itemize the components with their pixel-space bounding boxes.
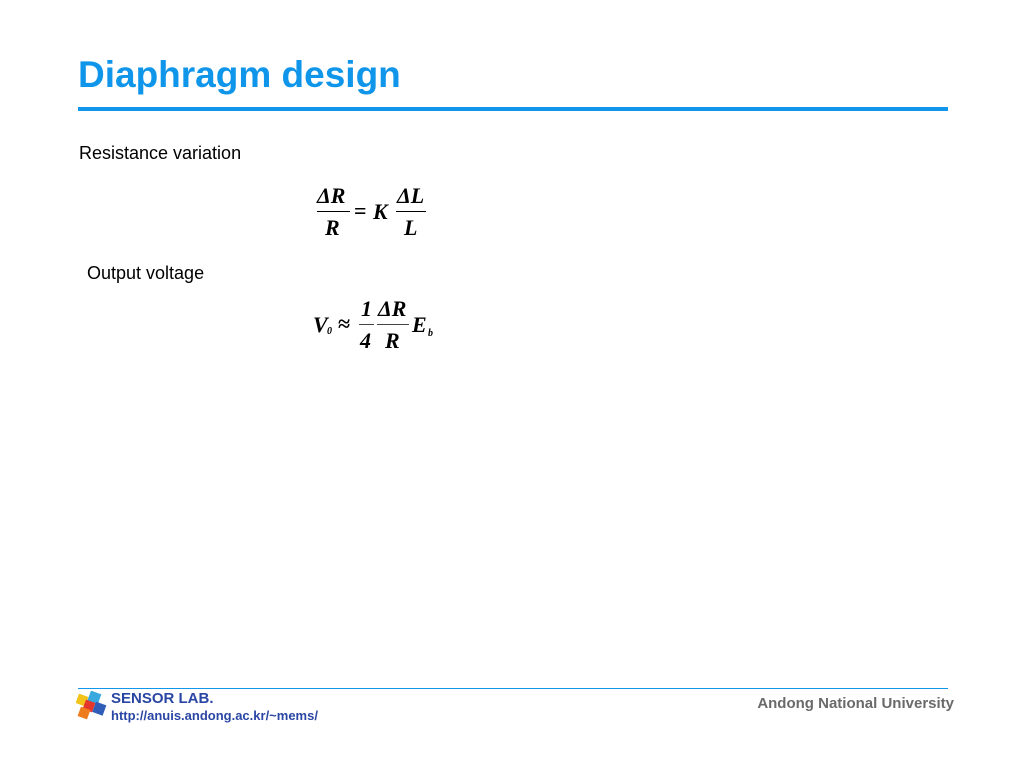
eq2-rhs-subscript: b <box>428 328 433 339</box>
eq2-lhs: V <box>313 312 328 337</box>
eq2-frac2-denominator: R <box>385 328 400 353</box>
eq1-lhs-numerator: ΔR <box>317 183 346 208</box>
sensor-lab-logo-icon <box>76 691 108 721</box>
eq2-frac1-bar <box>359 324 374 325</box>
title-underline <box>78 107 948 111</box>
eq1-rhs-fraction-bar <box>396 211 426 212</box>
eq1-rhs-denominator: L <box>404 215 418 240</box>
eq2-rhs: E <box>412 312 427 337</box>
footer-lab-url[interactable]: http://anuis.andong.ac.kr/~mems/ <box>111 708 318 723</box>
eq1-rhs-numerator: ΔL <box>397 183 425 208</box>
footer-lab-name: SENSOR LAB. <box>111 690 214 707</box>
section-label-resistance-variation: Resistance variation <box>79 143 242 163</box>
eq1-lhs-fraction-bar <box>317 211 350 212</box>
eq2-frac2-numerator: ΔR <box>378 296 407 321</box>
eq2-frac2-bar <box>377 324 409 325</box>
eq1-lhs-denominator: R <box>325 215 340 240</box>
section-label-output-voltage: Output voltage <box>87 263 205 283</box>
output-voltage-equation <box>312 296 442 356</box>
eq1-operator: = <box>354 198 367 223</box>
eq2-lhs-subscript: 0 <box>327 326 332 337</box>
eq2-operator: ≈ <box>338 311 351 336</box>
footer-university: Andong National University <box>757 695 954 712</box>
footer-divider <box>78 688 948 689</box>
resistance-variation-equation <box>314 183 434 243</box>
eq2-frac1-numerator: 1 <box>361 296 372 321</box>
eq2-frac1-denominator: 4 <box>360 328 371 353</box>
eq1-coefficient: K <box>373 199 388 224</box>
slide-title: Diaphragm design <box>78 54 401 95</box>
